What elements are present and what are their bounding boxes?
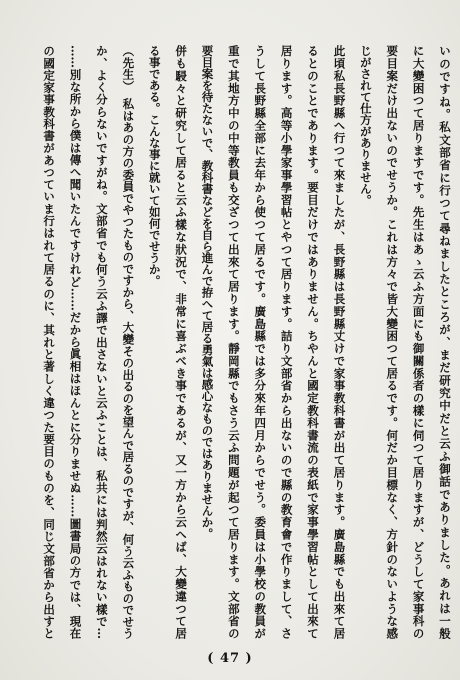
text-column: じがされて仕方がありません。 bbox=[358, 45, 373, 206]
text-column: か、よく分らないですがね。文部省でも何う云ふ譯で出さないと云ふことは、私共には判然云はれない樣で… bbox=[94, 45, 109, 639]
text-column: いのですね。私文部省に行つて尋ねましたところが、まだ研究中だと云ふ御話でありました。あれは一般 bbox=[438, 45, 452, 639]
text-column: る事である。こんな事に就いて如何でせうか。 bbox=[147, 45, 162, 287]
text-column: うして長野縣全部に去年から使つて居るです。廣島縣では多分來年四月からでせう。委員は小學校の教員が bbox=[253, 45, 268, 639]
text-column: 併も駸々と研究して居ると云ふ樣な狀況で、非常に喜ぶべき事であるが、又一方から云へば、大變違つて居 bbox=[174, 45, 189, 639]
text-column: 要目案を待たないで、教科書などを自ら進んで拵へて居る勇氣は感心なものではありませんか。 bbox=[200, 45, 215, 540]
text-column: 要目案だけ出ないのでせうか。これは方々で皆大變困つて居るです。何だか目標なく、方針のないような感 bbox=[385, 45, 400, 639]
text-column: に大變困つて居りますです。先生はあゝ云ふ方面にも御關係者の樣に伺つて居りますが、どうして家事科の bbox=[411, 45, 426, 639]
vertical-text-block bbox=[35, 45, 458, 639]
text-column: るとのことであります。要目だけではありません。ちやんと國定教科書流の表紙で家事學習帖として出來て bbox=[306, 45, 321, 639]
text-column: 重で其地方中の中等教員も交ざつて出來て居ります。靜岡縣でもさう云ふ問題が起つて居ります。文部省の bbox=[226, 45, 241, 639]
text-column: の國定家事教科書があつていま行はれて居るのに、其れと著しく違つた要目のものを、同じ文部省から出すと bbox=[42, 45, 57, 639]
page-number: ( 47 ) bbox=[207, 651, 253, 666]
text-column: （先生） 私はあの方の委員でやつたものですから、大變その出るのを望んで居るのですが、何う云ふものでせう bbox=[121, 45, 136, 639]
text-column: 居ります。高等小學家事學習帖とやつて居ります。詰り文部省から出ないので縣の教育會で作りまして、さ bbox=[279, 45, 294, 639]
text-column: 此頃私長野縣へ行つて來ましたが、長野縣は長野縣丈けで家事教科書が出て居ります。廣島縣でも出來て居 bbox=[332, 45, 347, 639]
text-column: ……別な所から僕は傳へ聞いたんですけれど……だから眞相はほんとに分りませぬ……圖書局の方では、現在 bbox=[68, 45, 83, 639]
